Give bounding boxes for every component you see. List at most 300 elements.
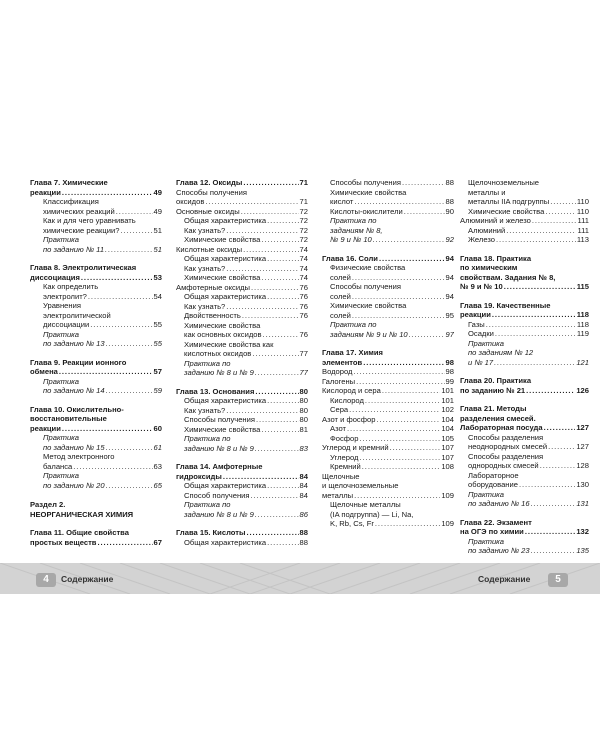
- toc-leader-dots: [354, 491, 440, 501]
- toc-entry-line: [468, 235, 589, 245]
- toc-entry-line: [460, 310, 589, 320]
- toc-page-number: 59: [153, 386, 162, 395]
- toc-leader-dots: [532, 216, 577, 226]
- toc-entry-line: [184, 349, 308, 359]
- toc-entry: [30, 471, 162, 490]
- toc-leader-dots: [226, 302, 298, 312]
- toc-entry-text: Лабораторная посуда: [460, 423, 543, 432]
- toc-entry-line: Метод электронного: [43, 452, 115, 461]
- toc-entry: [460, 471, 589, 490]
- toc-entry: [30, 433, 162, 452]
- toc-entry-line: Глава 10. Окислительно-: [30, 404, 124, 414]
- toc-entry-line: Практика по: [184, 434, 231, 443]
- toc-entry-text: обмена: [30, 367, 58, 376]
- toc-entry-text: диссоциации: [43, 320, 90, 329]
- toc-entry-text: баланса: [43, 461, 73, 471]
- toc-leader-dots: [363, 358, 444, 368]
- toc-entry-line: по химическим: [460, 263, 518, 272]
- toc-page-number: 55: [153, 339, 162, 348]
- toc-entry-line: [184, 510, 308, 520]
- toc-entry-line: [184, 226, 308, 236]
- toc-entry-text: Общая характеристика: [184, 537, 267, 547]
- toc-entry-text: однородных смесей: [468, 461, 539, 470]
- toc-page-number: 97: [445, 329, 454, 339]
- toc-entry-text: Основные оксиды: [176, 206, 240, 216]
- toc-leader-dots: [223, 472, 299, 482]
- toc-entry-text: электролит?: [43, 291, 87, 301]
- toc-page-number: 92: [445, 235, 454, 244]
- toc-page-number: 102: [441, 405, 454, 414]
- toc-page-number: 88: [299, 528, 308, 537]
- toc-entry-text: Азот: [330, 424, 346, 433]
- toc-leader-dots: [62, 188, 153, 198]
- toc-entry: [30, 452, 162, 471]
- toc-leader-dots: [356, 377, 444, 387]
- toc-page-number: 76: [299, 301, 308, 311]
- toc-entry-text: Способы получения: [184, 415, 255, 424]
- toc-entry: [322, 472, 454, 501]
- toc-entry-line: [468, 207, 589, 217]
- toc-entry-line: [468, 480, 589, 490]
- toc-page-number: 84: [299, 471, 308, 481]
- toc-leader-dots: [105, 245, 153, 255]
- toc-entry-text: реакции: [30, 187, 61, 197]
- toc-entry-line: [43, 481, 162, 491]
- toc-entry-line: Как и для чего уравнивать: [43, 216, 136, 225]
- toc-page-number: 135: [576, 546, 589, 555]
- toc-leader-dots: [226, 226, 298, 236]
- toc-entry: [176, 311, 308, 321]
- toc-entry-line: [30, 367, 162, 377]
- toc-entry-line: [184, 415, 308, 425]
- toc-page-number: 101: [441, 395, 454, 405]
- toc-leader-dots: [496, 235, 576, 245]
- toc-entry-text: кислот: [330, 197, 354, 206]
- toc-leader-dots: [526, 386, 575, 396]
- toc-entry-text: реакции: [460, 310, 491, 319]
- toc-page-number: 81: [299, 424, 308, 434]
- toc-entry-line: [330, 235, 454, 245]
- toc-entry-line: [184, 425, 308, 435]
- toc-leader-dots: [261, 235, 298, 245]
- toc-entry-line: НЕОРГАНИЧЕСКАЯ ХИМИЯ: [30, 509, 134, 519]
- toc-entry-text: на ОГЭ по химии: [460, 527, 524, 536]
- toc-entry-text: Азот и фосфор: [322, 414, 376, 424]
- toc-entry-text: заданию № 8 и № 9: [184, 368, 254, 377]
- toc-leader-dots: [106, 339, 153, 349]
- toc-page-number: 131: [576, 499, 589, 508]
- toc-entry-line: [330, 462, 454, 472]
- toc-entry: [176, 321, 308, 340]
- toc-page-number: 104: [441, 424, 454, 433]
- toc-page-number: 111: [577, 216, 589, 225]
- toc-entry: [460, 301, 589, 320]
- toc-entry: [322, 424, 454, 434]
- toc-entry-line: Глава 11. Общие свойства: [30, 528, 129, 537]
- toc-entry: [322, 415, 454, 425]
- toc-page-number: 72: [299, 216, 308, 225]
- toc-page-number: 67: [153, 537, 162, 547]
- toc-entry-line: [468, 442, 589, 452]
- toc-entry-line: [468, 320, 589, 330]
- toc-entry-text: Способы получения: [330, 178, 401, 187]
- toc-entry-line: [468, 226, 589, 236]
- toc-page-number: 121: [576, 357, 589, 367]
- toc-entry-text: по заданию № 23: [468, 546, 530, 555]
- toc-page-number: 104: [441, 414, 454, 424]
- toc-leader-dots: [506, 226, 576, 236]
- toc-entry-text: Кислотные оксиды: [176, 244, 243, 254]
- toc-leader-dots: [382, 386, 440, 396]
- toc-page-number: 94: [445, 291, 454, 301]
- toc-entry-line: [468, 329, 589, 339]
- toc-entry-line: Практика: [43, 235, 79, 244]
- toc-page-number: 132: [576, 527, 589, 536]
- toc-entry-line: Глава 8. Электролитическая: [30, 263, 137, 272]
- toc-entry: [176, 207, 308, 217]
- toc-entry-text: K, Rb, Cs, Fr: [330, 519, 374, 528]
- toc-leader-dots: [390, 443, 441, 453]
- toc-entry-line: Раздел 2.: [30, 500, 66, 509]
- toc-leader-dots: [550, 197, 576, 207]
- toc-entry: [322, 462, 454, 472]
- toc-entry-line: [176, 283, 308, 293]
- toc-entry-line: Практика: [468, 338, 504, 348]
- toc-page-number: 98: [445, 367, 454, 376]
- toc-page-number: 74: [299, 254, 308, 263]
- toc-entry-line: [322, 443, 454, 453]
- toc-entry: [176, 188, 308, 207]
- toc-entry-line: [322, 377, 454, 387]
- toc-page-number: 57: [153, 367, 162, 376]
- toc-page-number: 108: [441, 462, 454, 471]
- toc-entry-line: [468, 461, 589, 471]
- toc-entry: [176, 396, 308, 406]
- toc-leader-dots: [90, 320, 152, 330]
- toc-entry-line: [330, 453, 454, 463]
- toc-entry: [460, 537, 589, 556]
- toc-leader-dots: [241, 207, 299, 217]
- toc-entry: [176, 462, 308, 481]
- toc-leader-dots: [263, 330, 299, 340]
- toc-entry: [322, 263, 454, 282]
- toc-entry-text: по заданию № 21: [460, 385, 526, 395]
- toc-entry-text: заданию № 8 и № 9: [184, 509, 254, 519]
- toc-entry-text: заданиям № 9 и № 10: [330, 329, 408, 339]
- toc-page-number: 84: [299, 481, 308, 490]
- toc-entry: [460, 452, 589, 471]
- toc-entry-line: [460, 386, 589, 396]
- toc-entry-text: Общая характеристика: [184, 292, 267, 301]
- toc-leader-dots: [205, 197, 298, 207]
- toc-entry: [460, 404, 589, 433]
- toc-entry: [322, 254, 454, 264]
- toc-entry: [176, 406, 308, 416]
- toc-entry-line: [43, 386, 162, 396]
- toc-leader-dots: [261, 273, 298, 283]
- toc-entry-text: Общая характеристика: [184, 396, 267, 405]
- toc-entry-line: Химические свойства: [330, 187, 407, 197]
- toc-page-number: 88: [299, 537, 308, 547]
- toc-leader-dots: [120, 226, 152, 236]
- toc-entry-text: Химические свойства: [184, 273, 261, 282]
- toc-entry-line: [30, 538, 162, 548]
- toc-page-number: 109: [441, 490, 454, 500]
- toc-page-number: 110: [576, 206, 589, 216]
- toc-entry: [322, 188, 454, 207]
- toc-entry-line: [30, 273, 162, 283]
- toc-entry-line: [330, 292, 454, 302]
- toc-page-number: 51: [153, 244, 162, 254]
- toc-page-number: 49: [153, 206, 162, 216]
- toc-entry-line: Глава 20. Практика: [460, 376, 532, 385]
- toc-entry-text: Сера: [330, 405, 349, 414]
- toc-entry-text: кислотных оксидов: [184, 349, 252, 358]
- toc-entry-text: Общая характеристика: [184, 216, 267, 225]
- toc-leader-dots: [255, 444, 299, 454]
- toc-entry-text: Кремний: [330, 462, 361, 471]
- toc-entry: [322, 207, 454, 217]
- toc-entry-line: [322, 491, 454, 501]
- toc-entry: [176, 481, 308, 491]
- toc-entry-text: элементов: [322, 357, 363, 367]
- toc-page-number: 115: [576, 282, 589, 291]
- toc-page-number: 101: [441, 386, 454, 395]
- toc-entry-line: [184, 330, 308, 340]
- toc-entry: [322, 405, 454, 415]
- toc-entry: [460, 376, 589, 395]
- toc-entry-line: Глава 14. Амфотерные: [176, 462, 263, 471]
- toc-entry-line: Практика по: [330, 320, 377, 329]
- toc-entry-text: реакции: [30, 423, 61, 433]
- toc-entry-line: [43, 207, 162, 217]
- toc-entry-text: простых веществ: [30, 537, 97, 547]
- toc-entry-text: № 9 и № 10: [330, 235, 372, 244]
- toc-entry: [30, 405, 162, 434]
- toc-page-number: 118: [576, 310, 589, 319]
- toc-entry: [30, 235, 162, 254]
- toc-entry-text: и № 17: [468, 357, 494, 367]
- toc-entry-line: Глава 22. Экзамент: [460, 517, 532, 527]
- toc-page-number: 86: [299, 509, 308, 519]
- toc-page-number: 128: [576, 461, 589, 470]
- toc-entry-text: Фосфор: [330, 433, 359, 443]
- toc-leader-dots: [404, 207, 445, 217]
- toc-entry-text: оксидов: [176, 197, 205, 206]
- toc-page-number: 127: [576, 442, 589, 451]
- toc-entry: [322, 396, 454, 406]
- toc-entry-line: [322, 386, 454, 396]
- toc-leader-dots: [360, 434, 441, 444]
- toc-leader-dots: [256, 415, 299, 425]
- toc-leader-dots: [252, 349, 298, 359]
- toc-leader-dots: [544, 423, 576, 433]
- toc-entry-line: [184, 368, 308, 378]
- toc-entry-text: Кислород: [330, 395, 364, 405]
- toc-entry-line: [468, 197, 589, 207]
- toc-page-number: 94: [445, 253, 454, 263]
- toc-page-number: 111: [577, 225, 589, 235]
- toc-page-number: 80: [299, 396, 308, 405]
- toc-entry: [30, 358, 162, 377]
- toc-entry-line: [330, 273, 454, 283]
- toc-entry-text: Двойственность: [184, 311, 241, 320]
- toc-entry-text: Алюминий: [468, 225, 506, 235]
- toc-entry-text: Углерод и кремний: [322, 443, 389, 452]
- toc-entry: [322, 216, 454, 245]
- toc-entry-text: солей: [330, 272, 351, 282]
- toc-entry: [176, 235, 308, 245]
- toc-page-number: 54: [153, 291, 162, 301]
- toc-entry-text: Глава 13. Основания: [176, 386, 255, 396]
- toc-leader-dots: [548, 442, 575, 452]
- toc-entry: [322, 434, 454, 444]
- toc-entry: [30, 330, 162, 349]
- toc-entry-line: [184, 292, 308, 302]
- toc-entry-text: Осадки: [468, 329, 494, 338]
- toc-entry-text: Железо: [468, 235, 495, 244]
- toc-entry-text: Химические свойства: [468, 206, 545, 216]
- toc-entry-line: [30, 424, 162, 434]
- toc-entry-line: Глава 19. Качественные: [460, 300, 551, 310]
- toc-entry: [30, 263, 162, 282]
- toc-entry-line: [330, 396, 454, 406]
- toc-entry-line: [184, 481, 308, 491]
- toc-entry-line: заданиям № 8,: [330, 225, 383, 235]
- toc-page-number: 76: [299, 330, 308, 339]
- toc-entry-line: Лабораторное: [468, 470, 519, 480]
- toc-entry: [460, 339, 589, 368]
- toc-leader-dots: [531, 546, 576, 556]
- toc-entry-text: Углерод: [330, 452, 359, 462]
- toc-entry-text: как основных оксидов: [184, 330, 262, 339]
- toc-leader-dots: [73, 462, 152, 472]
- toc-entry: [322, 453, 454, 463]
- toc-page-number: 107: [441, 452, 454, 462]
- toc-entry-text: металлы IIA подгруппы: [468, 197, 550, 206]
- toc-entry-line: Практика: [468, 536, 504, 546]
- toc-leader-dots: [519, 480, 575, 490]
- toc-entry-text: по заданию № 20: [43, 480, 105, 490]
- toc-entry-text: Глава 12. Оксиды: [176, 178, 243, 187]
- toc-entry-line: [176, 207, 308, 217]
- toc-page-number: 72: [299, 225, 308, 235]
- toc-leader-dots: [59, 367, 153, 377]
- toc-entry-line: [330, 311, 454, 321]
- toc-page-number: 119: [576, 329, 589, 338]
- toc-entry-line: [184, 406, 308, 416]
- toc-entry: [176, 340, 308, 359]
- toc-page-number: 55: [153, 320, 162, 329]
- toc-entry: [176, 245, 308, 255]
- toc-leader-dots: [349, 405, 440, 415]
- toc-page-number: 80: [299, 386, 308, 396]
- toc-entry: [176, 264, 308, 274]
- toc-entry-line: Практика по: [184, 500, 231, 509]
- toc-leader-dots: [261, 425, 298, 435]
- toc-entry-text: по заданию № 14: [43, 386, 105, 395]
- toc-entry-line: [176, 528, 308, 538]
- toc-entry-text: Как узнать?: [184, 263, 226, 273]
- toc-leader-dots: [531, 499, 576, 509]
- toc-page-number: 94: [445, 272, 454, 282]
- toc-entry-text: Как узнать?: [184, 225, 226, 235]
- toc-leader-dots: [365, 396, 440, 406]
- toc-entry-text: Алюминий и железо: [460, 216, 531, 225]
- toc-page-number: 130: [576, 480, 589, 489]
- toc-entry-line: [468, 358, 589, 368]
- toc-entry-line: [184, 538, 308, 548]
- toc-entry-line: [184, 216, 308, 226]
- toc-leader-dots: [97, 538, 152, 548]
- toc-leader-dots: [352, 292, 445, 302]
- toc-entry-text: Кислоты-окислители: [330, 206, 403, 216]
- toc-entry-line: [330, 207, 454, 217]
- toc-leader-dots: [106, 386, 153, 396]
- toc-entry: [460, 490, 589, 509]
- toc-entry: [176, 425, 308, 435]
- toc-entry: [30, 197, 162, 216]
- toc-entry-line: Практика по: [184, 358, 231, 368]
- toc-page-number: 80: [299, 415, 308, 424]
- toc-entry-text: Химические свойства: [184, 424, 261, 434]
- toc-entry-line: Способы разделения: [468, 451, 544, 461]
- toc-entry-line: и щелочноземельные: [322, 481, 399, 490]
- toc-entry: [460, 226, 589, 236]
- toc-entry-line: [184, 235, 308, 245]
- toc-leader-dots: [373, 235, 445, 245]
- toc-leader-dots: [242, 311, 299, 321]
- toc-entry-line: восстановительные: [30, 414, 107, 423]
- toc-entry-text: оборудование: [468, 480, 518, 489]
- toc-entry-line: разделения смесей.: [460, 413, 536, 423]
- toc-leader-dots: [376, 415, 440, 425]
- toc-entry-text: Глава 16. Соли: [322, 253, 378, 263]
- toc-entry-line: [330, 519, 454, 529]
- toc-leader-dots: [88, 292, 153, 302]
- toc-page-number: 63: [153, 461, 162, 471]
- toc-entry: [460, 329, 589, 339]
- toc-page-number: 71: [299, 178, 308, 187]
- toc-entry: [322, 386, 454, 396]
- toc-entry-text: солей: [330, 310, 351, 320]
- toc-leader-dots: [267, 538, 298, 548]
- toc-entry-text: по заданию № 16: [468, 499, 530, 508]
- toc-entry-line: [176, 197, 308, 207]
- toc-entry-line: [184, 444, 308, 454]
- toc-leader-dots: [62, 424, 153, 434]
- toc-entry: [176, 528, 308, 538]
- toc-entry-line: (IA подгруппа) — Li, Na,: [330, 509, 414, 519]
- toc-page-number: 65: [153, 480, 162, 490]
- toc-page-number: 76: [299, 292, 308, 301]
- toc-entry-line: [176, 472, 308, 482]
- toc-entry-line: [176, 178, 308, 188]
- toc-entry-line: Практика: [43, 471, 79, 480]
- toc-entry-line: Способы разделения: [468, 432, 544, 442]
- toc-entry-line: [330, 434, 454, 444]
- toc-entry: [460, 235, 589, 245]
- toc-page-number: 51: [153, 225, 162, 235]
- toc-leader-dots: [106, 481, 153, 491]
- toc-entry-text: химические реакции?: [43, 225, 120, 235]
- toc-page-number: 84: [299, 490, 308, 500]
- toc-page-number: 61: [153, 442, 162, 452]
- toc-entry: [176, 216, 308, 226]
- toc-entry: [460, 320, 589, 330]
- toc-entry-line: [43, 320, 162, 330]
- toc-entry-line: Глава 7. Химические: [30, 178, 108, 187]
